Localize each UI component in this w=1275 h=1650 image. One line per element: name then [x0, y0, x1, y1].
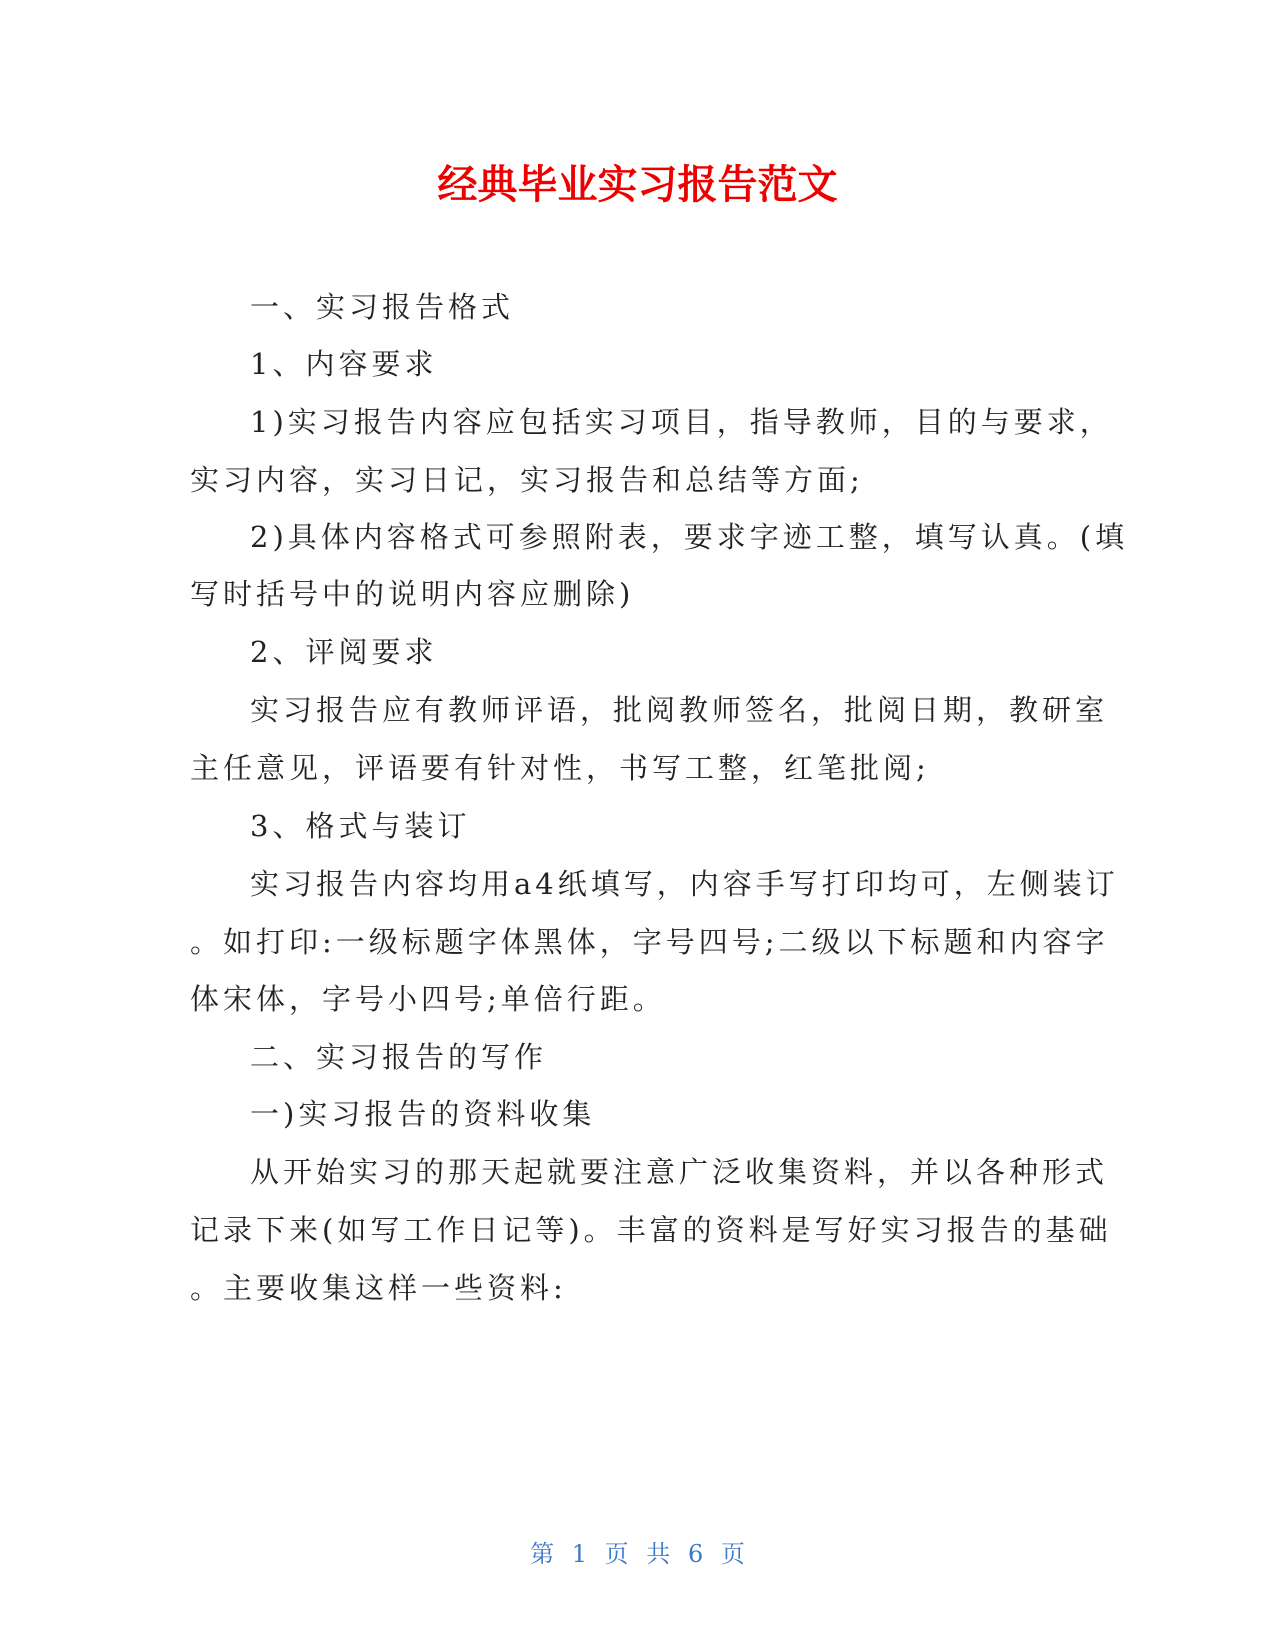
paragraph-line: 记录下来(如写工作日记等)。丰富的资料是写好实习报告的基础 [190, 1213, 1112, 1247]
paragraph-line: 写时括号中的说明内容应删除) [190, 577, 635, 611]
paragraph-line: 。如打印:一级标题字体黑体，字号四号;二级以下标题和内容字 [190, 925, 1109, 959]
subsection-heading-4: 一)实习报告的资料收集 [250, 1097, 596, 1131]
paragraph-line: 1)实习报告内容应包括实习项目，指导教师，目的与要求， [250, 405, 1113, 439]
page-footer: 第 1 页 共 6 页 [530, 1540, 745, 1568]
paragraph-line: 实习内容，实习日记，实习报告和总结等方面; [190, 463, 864, 497]
document-title: 经典毕业实习报告范文 [437, 162, 838, 208]
paragraph-line: 实习报告应有教师评语，批阅教师签名，批阅日期，教研室 [250, 693, 1109, 727]
subsection-heading-1: 1、内容要求 [250, 347, 438, 381]
subsection-heading-2: 2、评阅要求 [250, 635, 438, 669]
paragraph-line: 体宋体，字号小四号;单倍行距。 [190, 982, 666, 1016]
paragraph-line: 主任意见，评语要有针对性，书写工整，红笔批阅; [190, 751, 930, 785]
paragraph-line: 2)具体内容格式可参照附表，要求字迹工整，填写认真。(填 [250, 520, 1129, 554]
section-heading-2: 二、实习报告的写作 [250, 1040, 548, 1074]
paragraph-line: 。主要收集这样一些资料: [190, 1271, 567, 1305]
paragraph-line: 实习报告内容均用a4纸填写，内容手写打印均可，左侧装订 [250, 867, 1119, 901]
section-heading-1: 一、实习报告格式 [250, 290, 515, 324]
paragraph-line: 从开始实习的那天起就要注意广泛收集资料，并以各种形式 [250, 1155, 1109, 1189]
subsection-heading-3: 3、格式与装订 [250, 809, 471, 843]
